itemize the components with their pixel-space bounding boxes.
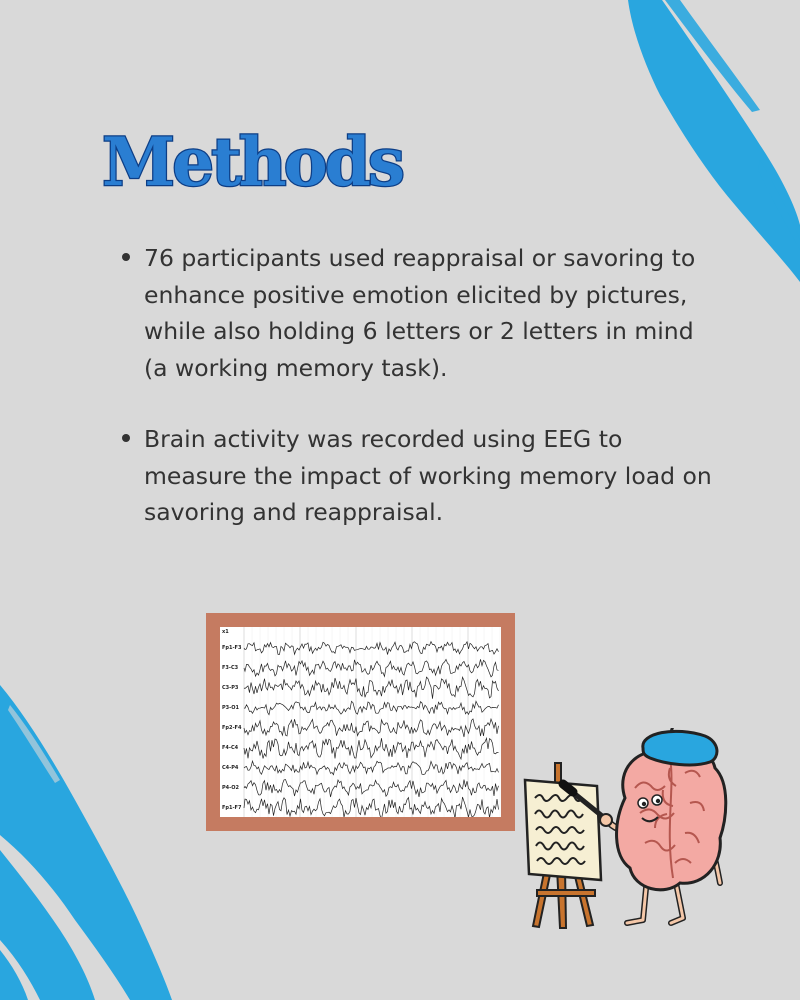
eeg-trace — [244, 701, 499, 714]
page-title-text: Methods — [102, 123, 403, 201]
bullet-dot-icon — [122, 434, 130, 442]
eeg-trace — [244, 659, 499, 677]
eeg-trace — [244, 780, 499, 798]
eeg-recording-image — [206, 613, 515, 831]
bullet-item — [120, 421, 720, 531]
eeg-trace — [244, 719, 499, 737]
eeg-trace — [244, 738, 499, 759]
bullet-list — [120, 240, 720, 566]
eeg-channel-label: C4-P4 — [222, 765, 239, 771]
brush-stroke-bottom-left — [0, 685, 175, 1000]
eeg-trace — [244, 797, 499, 817]
eeg-trace — [244, 642, 499, 655]
eeg-paper — [220, 627, 501, 817]
eeg-channel-label: P3-O1 — [222, 705, 239, 711]
eeg-traces — [220, 627, 501, 817]
eeg-channel-label: C3-P3 — [222, 685, 239, 691]
eeg-channel-label: Fp2-F4 — [222, 725, 242, 731]
bullet-text: Brain activity was recorded using EEG to measure the impact of working memory load on savoring and reappraisal. — [144, 425, 712, 526]
eeg-channel-label: F3-C3 — [222, 665, 239, 671]
eeg-channel-label: F4-C4 — [222, 745, 239, 751]
bullet-text: 76 participants used reappraisal or savoring to enhance positive emotion elicited by pictures, while also holding 6 letters or 2 letters in mind (a working memory task). — [144, 244, 696, 382]
brain-painter-icon — [515, 728, 730, 933]
bullet-item — [120, 240, 720, 386]
eeg-scale-label: x1 — [222, 629, 229, 635]
eeg-trace — [244, 761, 499, 775]
bullet-dot-icon — [122, 253, 130, 261]
eeg-channel-label: Fp1-F3 — [222, 645, 242, 651]
eeg-channel-label: Fp1-F7 — [222, 805, 242, 811]
page-title — [100, 112, 420, 204]
eeg-channel-label: P4-O2 — [222, 785, 239, 791]
eeg-trace — [244, 677, 499, 699]
beret-icon — [643, 728, 717, 765]
